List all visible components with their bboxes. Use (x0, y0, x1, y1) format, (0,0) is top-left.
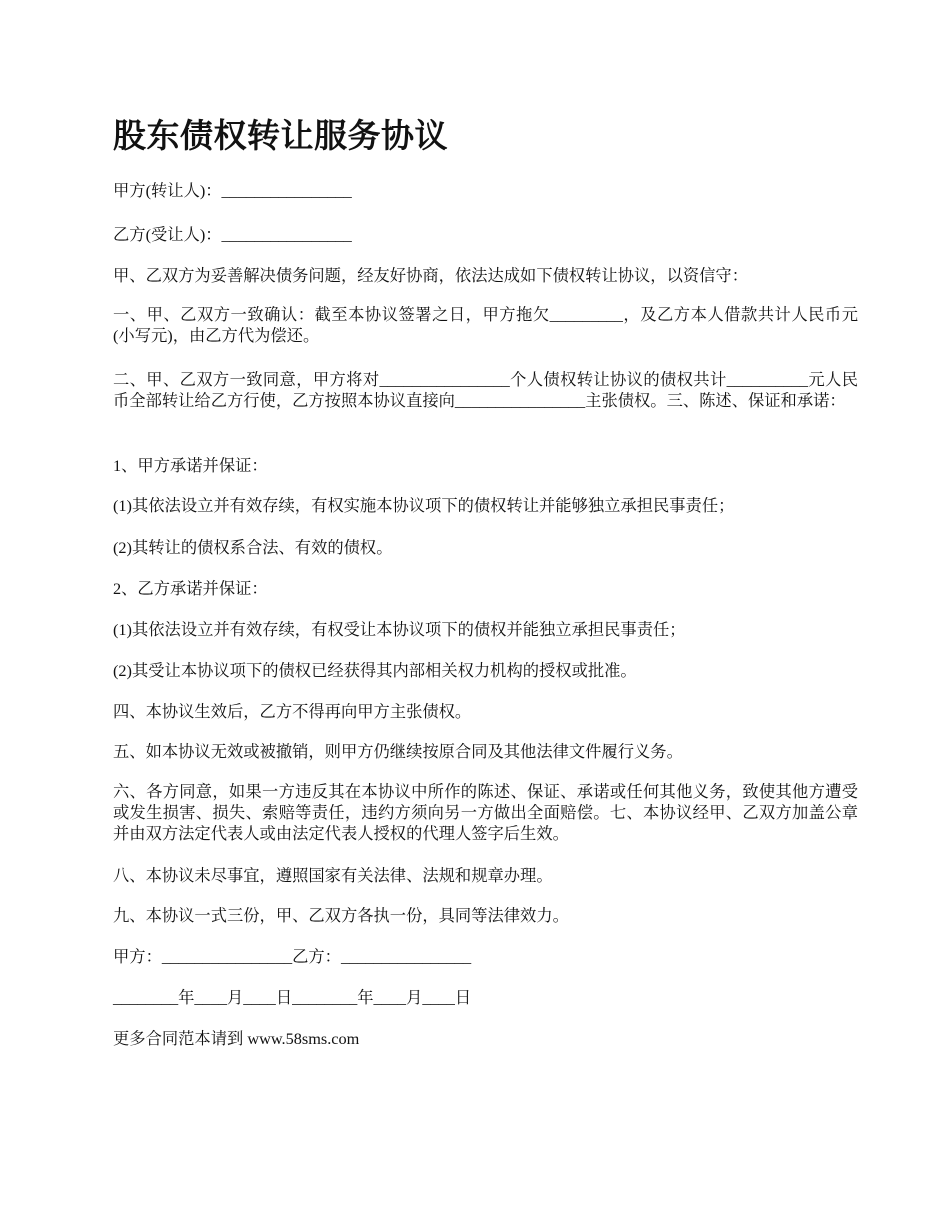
intro-paragraph: 甲、乙双方为妥善解决债务问题，经友好协商，依法达成如下债权转让协议，以资信守： (113, 266, 748, 285)
document-title: 股东债权转让服务协议 (113, 116, 448, 155)
clause-5: 五、如本协议无效或被撤销，则甲方仍继续按原合同及其他法律文件履行义务。 (113, 742, 683, 761)
clause-1: 一、甲、乙双方一致确认：截至本协议签署之日，甲方拖欠_________，及乙方本人借款共计人民币元(小写元)，由乙方代为偿还。 (113, 305, 858, 345)
clause-3-1-a: (1)其依法设立并有效存续，有权实施本协议项下的债权转让并能够独立承担民事责任； (113, 496, 735, 515)
signature-line: 甲方：________________乙方：________________ (113, 947, 472, 966)
party-b-line: 乙方(受让人)：________________ (113, 225, 352, 244)
clause-3-2-a: (1)其依法设立并有效存续，有权受让本协议项下的债权并能独立承担民事责任； (113, 620, 686, 639)
party-a-line: 甲方(转让人)：________________ (113, 181, 352, 200)
clause-3-1-heading: 1、甲方承诺并保证： (113, 456, 268, 475)
clause-6: 六、各方同意，如果一方违反其在本协议中所作的陈述、保证、承诺或任何其他义务，致使其他方遭受或发生损害、损失、索赔等责任，违约方须向另一方做出全面赔偿。七、本协议经甲、乙双方加盖公章并由双方法定代表人或由法定代表人授权的代理人签字后生效。 (113, 782, 858, 843)
clause-3-2-b: (2)其受让本协议项下的债权已经获得其内部相关权力机构的授权或批准。 (113, 661, 637, 680)
clause-3-2-heading: 2、乙方承诺并保证： (113, 579, 268, 598)
footer-link-text: 更多合同范本请到 www.58sms.com (113, 1029, 360, 1048)
clause-3-1-b: (2)其转让的债权系合法、有效的债权。 (113, 538, 393, 557)
clause-2: 二、甲、乙双方一致同意，甲方将对________________个人债权转让协议的债权共计__________元人民币全部转让给乙方行使，乙方按照本协议直接向________________主张债权。三、陈述、保证和承诺： (113, 370, 858, 410)
clause-9: 九、本协议一式三份，甲、乙双方各执一份，具同等法律效力。 (113, 906, 569, 925)
clause-8: 八、本协议未尽事宜，遵照国家有关法律、法规和规章办理。 (113, 866, 553, 885)
date-line: ________年____月____日________年____月____日 (113, 988, 472, 1007)
clause-4: 四、本协议生效后，乙方不得再向甲方主张债权。 (113, 702, 472, 721)
